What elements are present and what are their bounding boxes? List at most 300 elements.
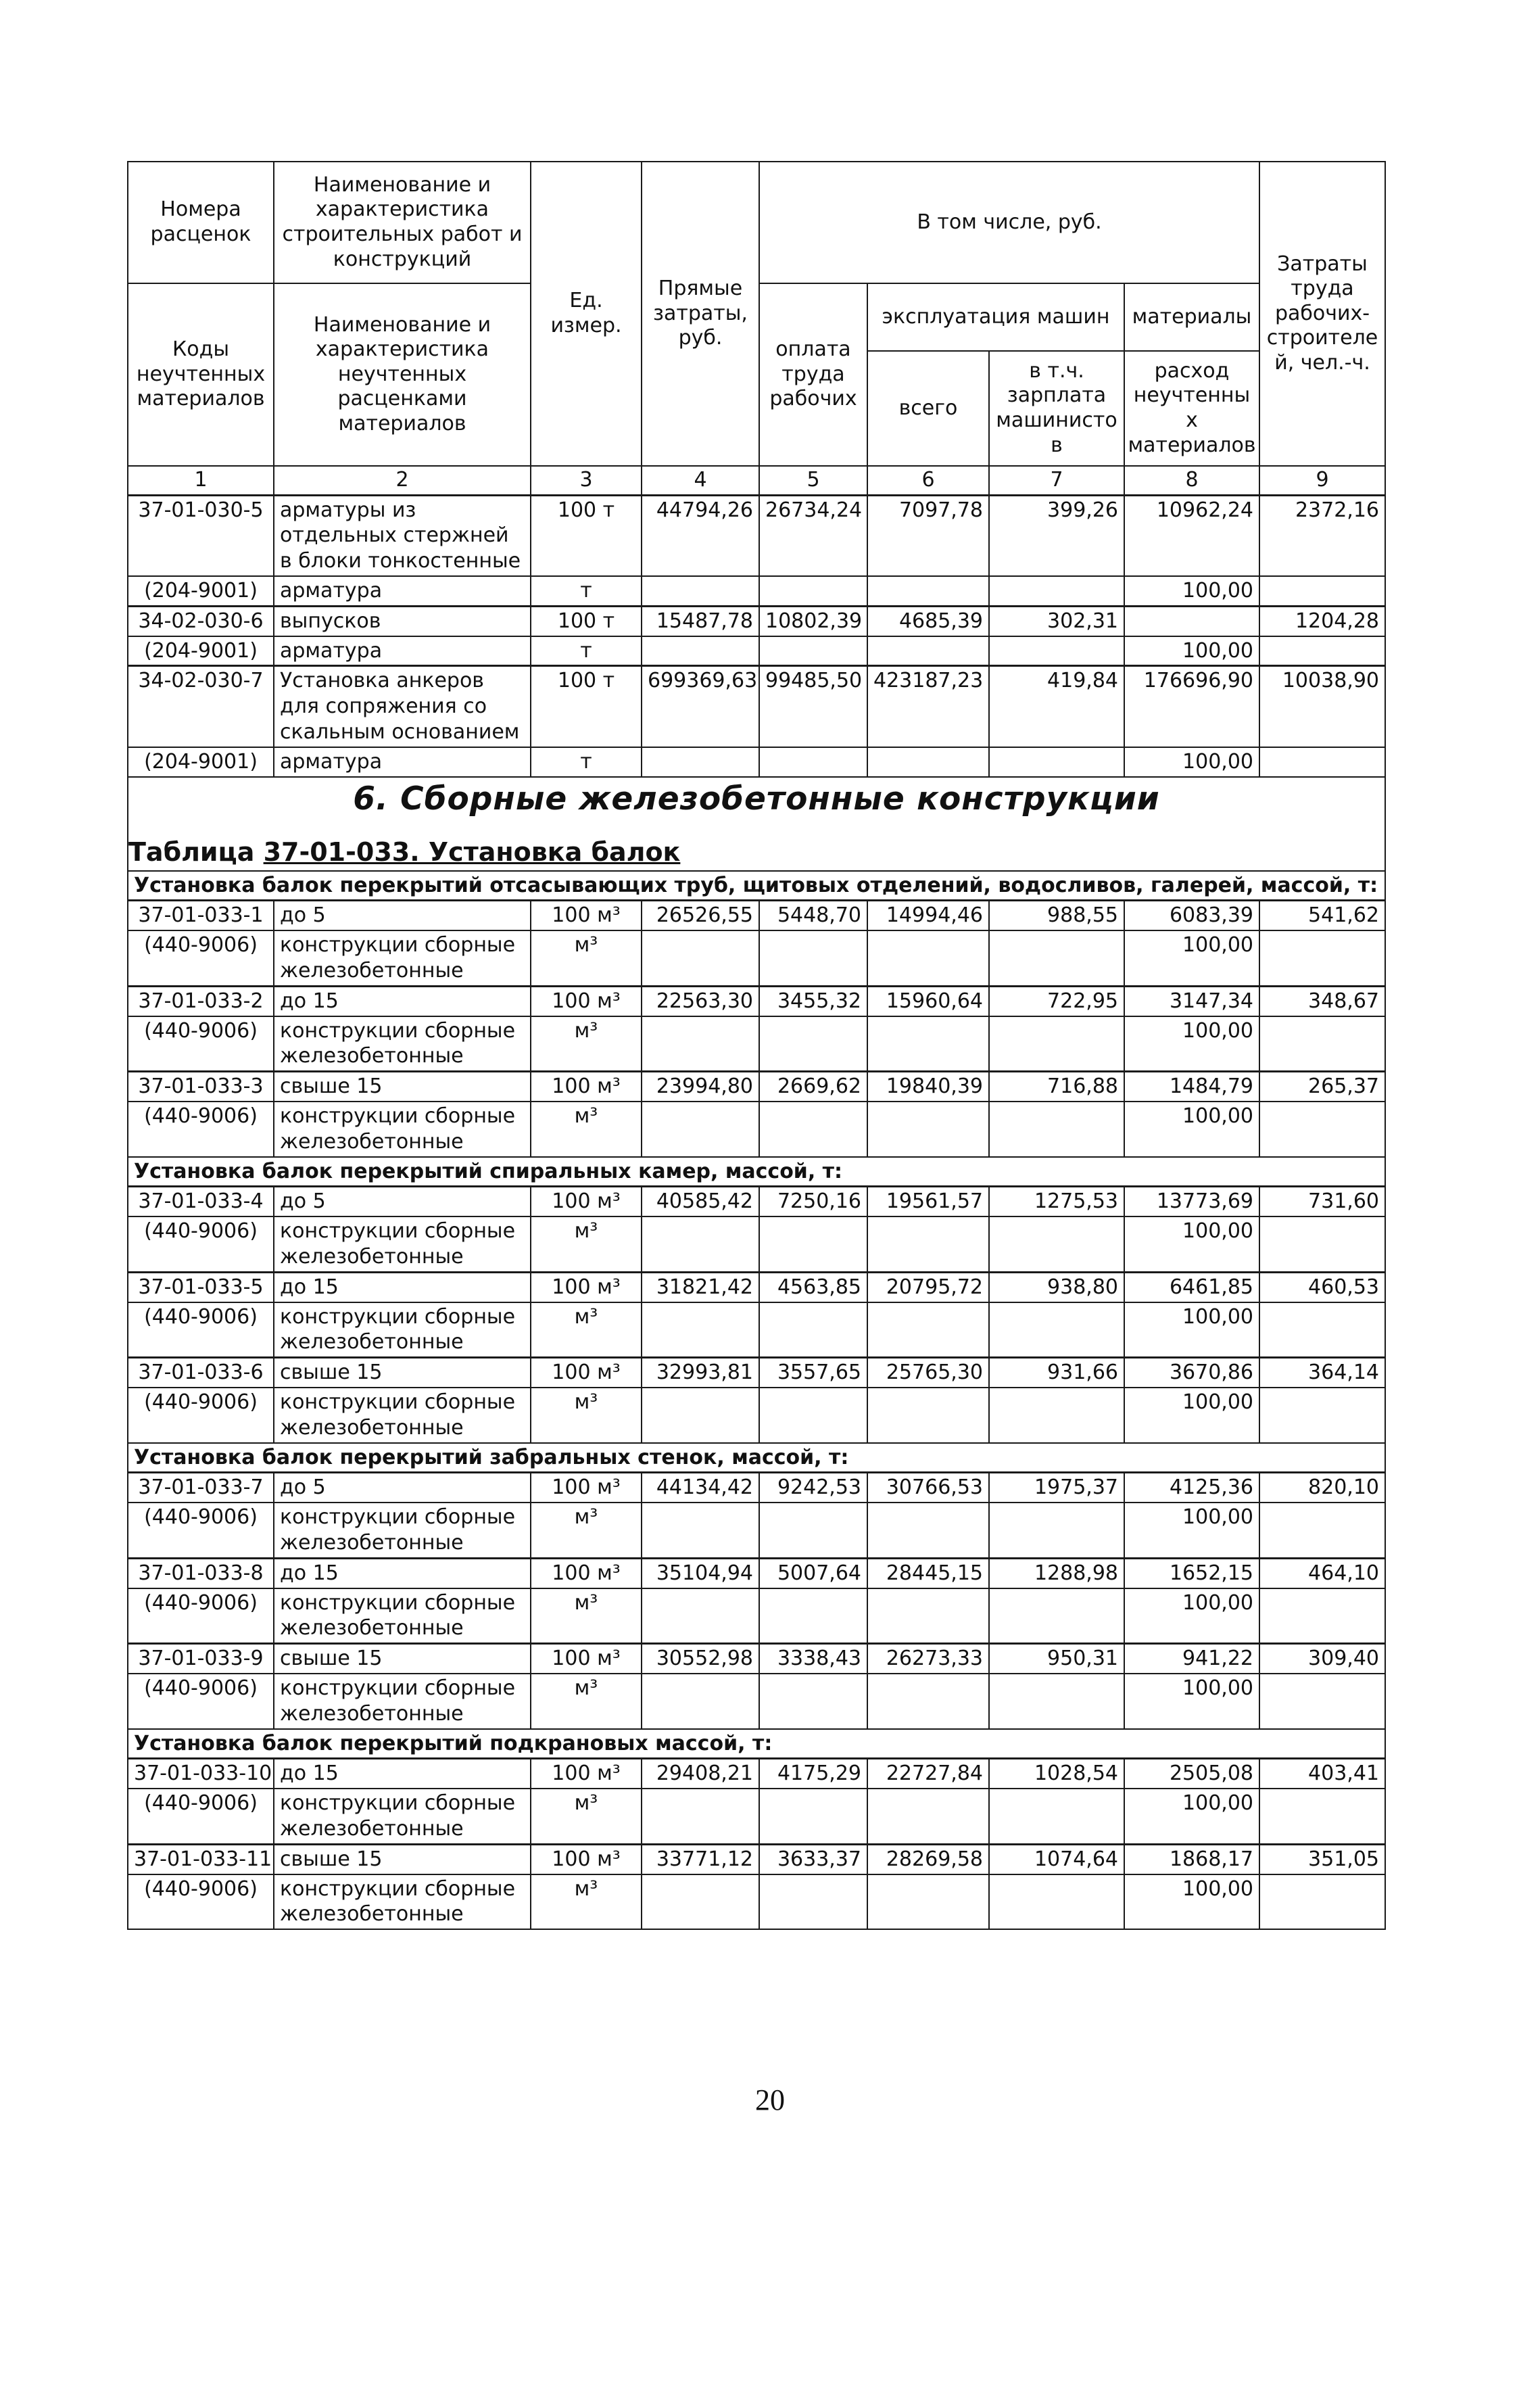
- material-unit: т: [531, 636, 642, 666]
- empty-cell: [759, 1588, 867, 1644]
- material-unit: м³: [531, 1302, 642, 1358]
- group-title: Установка балок перекрытий подкрановых массой, т:: [128, 1729, 1385, 1759]
- machines-total: 423187,23: [867, 666, 989, 747]
- empty-cell: [867, 1789, 989, 1844]
- rate-row: [128, 606, 1385, 636]
- rate-row: [128, 1272, 1385, 1302]
- material-unit: т: [531, 576, 642, 606]
- material-name: арматура: [274, 747, 531, 777]
- rate-row: [128, 1473, 1385, 1503]
- machinists-pay: 1275,53: [989, 1187, 1124, 1216]
- group-title: Установка балок перекрытий забральных стенок, массой, т:: [128, 1443, 1385, 1473]
- machines-total: 20795,72: [867, 1272, 989, 1302]
- material-name: конструкции сборные железобетонные: [274, 1102, 531, 1157]
- empty-cell: [1259, 1302, 1385, 1358]
- material-code: (440-9006): [128, 1874, 274, 1930]
- material-qty: 100,00: [1124, 1302, 1259, 1358]
- rate-code: 37-01-033-6: [128, 1358, 274, 1388]
- material-name: арматура: [274, 636, 531, 666]
- table-title-prefix: Таблица: [128, 836, 264, 867]
- material-row: [128, 747, 1385, 777]
- material-qty: 100,00: [1124, 1216, 1259, 1272]
- machinists-pay: 988,55: [989, 901, 1124, 930]
- rate-row: [128, 1187, 1385, 1216]
- material-unit: м³: [531, 1016, 642, 1072]
- material-qty: 100,00: [1124, 636, 1259, 666]
- rate-code: 37-01-033-8: [128, 1558, 274, 1588]
- material-unit: м³: [531, 1216, 642, 1272]
- material-qty: 100,00: [1124, 747, 1259, 777]
- material-unit: т: [531, 747, 642, 777]
- group-heading-row: [128, 1443, 1385, 1473]
- empty-cell: [867, 747, 989, 777]
- empty-cell: [759, 1874, 867, 1930]
- labor-hours: 265,37: [1259, 1072, 1385, 1102]
- material-code: (440-9006): [128, 1503, 274, 1558]
- material-name: конструкции сборные железобетонные: [274, 1789, 531, 1844]
- labor-hours: 351,05: [1259, 1844, 1385, 1874]
- header-machine-operation: эксплуатация машин: [867, 283, 1124, 351]
- material-code: (440-9006): [128, 1302, 274, 1358]
- materials-cost: 3147,34: [1124, 986, 1259, 1016]
- labor-hours: 541,62: [1259, 901, 1385, 930]
- rate-code: 37-01-033-9: [128, 1644, 274, 1674]
- materials-cost: 3670,86: [1124, 1358, 1259, 1388]
- unit: 100 т: [531, 666, 642, 747]
- machinists-pay: 938,80: [989, 1272, 1124, 1302]
- empty-cell: [867, 930, 989, 986]
- machinists-pay: 419,84: [989, 666, 1124, 747]
- work-name: арматуры из отдельных стержней в блоки тонкостенные: [274, 495, 531, 576]
- empty-cell: [759, 1016, 867, 1072]
- header-materials: материалы: [1124, 283, 1259, 351]
- work-name: до 5: [274, 1473, 531, 1503]
- empty-cell: [989, 636, 1124, 666]
- material-unit: м³: [531, 1674, 642, 1729]
- labor-hours: 309,40: [1259, 1644, 1385, 1674]
- unit: 100 м³: [531, 1187, 642, 1216]
- machinists-pay: 1975,37: [989, 1473, 1124, 1503]
- table-title-text: 37-01-033. Установка балок: [263, 836, 681, 867]
- rate-code: 37-01-033-2: [128, 986, 274, 1016]
- empty-cell: [989, 1302, 1124, 1358]
- empty-cell: [1259, 1789, 1385, 1844]
- column-number: 3: [531, 466, 642, 495]
- column-number: 2: [274, 466, 531, 495]
- material-row: [128, 1216, 1385, 1272]
- unit: 100 т: [531, 495, 642, 576]
- work-name: до 15: [274, 1272, 531, 1302]
- materials-cost: 1484,79: [1124, 1072, 1259, 1102]
- material-code: (440-9006): [128, 1388, 274, 1443]
- document: [127, 161, 1385, 1930]
- empty-cell: [759, 1789, 867, 1844]
- empty-cell: [759, 747, 867, 777]
- unit: 100 м³: [531, 1644, 642, 1674]
- machinists-pay: 950,31: [989, 1644, 1124, 1674]
- material-row: [128, 576, 1385, 606]
- machines-total: 4685,39: [867, 606, 989, 636]
- table-title: [128, 836, 1379, 869]
- material-row: [128, 1874, 1385, 1930]
- materials-cost: 176696,90: [1124, 666, 1259, 747]
- empty-cell: [989, 1102, 1124, 1157]
- empty-cell: [989, 1588, 1124, 1644]
- empty-cell: [867, 1674, 989, 1729]
- materials-cost: 6083,39: [1124, 901, 1259, 930]
- machines-total: 22727,84: [867, 1759, 989, 1789]
- machines-total: 19561,57: [867, 1187, 989, 1216]
- group-heading-row: [128, 1157, 1385, 1187]
- material-unit: м³: [531, 1588, 642, 1644]
- material-name: конструкции сборные железобетонные: [274, 1216, 531, 1272]
- top-rows: [128, 495, 1385, 776]
- material-unit: м³: [531, 1789, 642, 1844]
- labor-pay: 10802,39: [759, 606, 867, 636]
- materials-cost: 1868,17: [1124, 1844, 1259, 1874]
- machinists-pay: 399,26: [989, 495, 1124, 576]
- material-row: [128, 1674, 1385, 1729]
- empty-cell: [759, 1216, 867, 1272]
- empty-cell: [989, 1874, 1124, 1930]
- section-heading: [128, 777, 1385, 871]
- material-name: конструкции сборные железобетонные: [274, 1588, 531, 1644]
- empty-cell: [642, 1588, 759, 1644]
- material-unit: м³: [531, 1503, 642, 1558]
- empty-cell: [989, 1016, 1124, 1072]
- empty-cell: [1259, 1588, 1385, 1644]
- header-unaccounted-materials: расход неучтенных материалов: [1124, 351, 1259, 466]
- unit: 100 м³: [531, 1072, 642, 1102]
- unit: 100 м³: [531, 986, 642, 1016]
- empty-cell: [989, 1789, 1124, 1844]
- work-name: до 5: [274, 1187, 531, 1216]
- empty-cell: [867, 1874, 989, 1930]
- labor-pay: 2669,62: [759, 1072, 867, 1102]
- direct-costs: 44794,26: [642, 495, 759, 576]
- labor-pay: 3338,43: [759, 1644, 867, 1674]
- rate-row: [128, 1644, 1385, 1674]
- material-row: [128, 1789, 1385, 1844]
- material-name: конструкции сборные железобетонные: [274, 1016, 531, 1072]
- material-qty: 100,00: [1124, 1874, 1259, 1930]
- material-qty: 100,00: [1124, 576, 1259, 606]
- machinists-pay: 1288,98: [989, 1558, 1124, 1588]
- material-qty: 100,00: [1124, 1588, 1259, 1644]
- materials-cost: 941,22: [1124, 1644, 1259, 1674]
- unit: 100 м³: [531, 1844, 642, 1874]
- work-name: до 15: [274, 1558, 531, 1588]
- empty-cell: [1259, 1102, 1385, 1157]
- direct-costs: 33771,12: [642, 1844, 759, 1874]
- material-row: [128, 930, 1385, 986]
- material-row: [128, 1016, 1385, 1072]
- work-name: выпусков: [274, 606, 531, 636]
- labor-pay: 3455,32: [759, 986, 867, 1016]
- labor-hours: 820,10: [1259, 1473, 1385, 1503]
- material-name: конструкции сборные железобетонные: [274, 1874, 531, 1930]
- empty-cell: [989, 747, 1124, 777]
- machines-total: 28445,15: [867, 1558, 989, 1588]
- empty-cell: [759, 636, 867, 666]
- material-code: (440-9006): [128, 1789, 274, 1844]
- empty-cell: [989, 1674, 1124, 1729]
- rate-code: 37-01-033-1: [128, 901, 274, 930]
- column-number: 7: [989, 466, 1124, 495]
- material-code: (440-9006): [128, 1588, 274, 1644]
- labor-hours: 348,67: [1259, 986, 1385, 1016]
- labor-hours: 464,10: [1259, 1558, 1385, 1588]
- rate-code: 37-01-033-3: [128, 1072, 274, 1102]
- empty-cell: [642, 1302, 759, 1358]
- material-unit: м³: [531, 1102, 642, 1157]
- empty-cell: [642, 1016, 759, 1072]
- empty-cell: [867, 576, 989, 606]
- column-numbers-row: [128, 466, 1385, 495]
- empty-cell: [759, 1302, 867, 1358]
- rate-code: 37-01-033-11: [128, 1844, 274, 1874]
- labor-hours: 403,41: [1259, 1759, 1385, 1789]
- empty-cell: [642, 747, 759, 777]
- rate-code: 37-01-030-5: [128, 495, 274, 576]
- materials-cost: 13773,69: [1124, 1187, 1259, 1216]
- header-rate-numbers: Номера расценок: [128, 162, 274, 283]
- direct-costs: 31821,42: [642, 1272, 759, 1302]
- empty-cell: [867, 1016, 989, 1072]
- labor-hours: 10038,90: [1259, 666, 1385, 747]
- work-name: до 15: [274, 986, 531, 1016]
- material-code: (440-9006): [128, 1674, 274, 1729]
- materials-cost: 4125,36: [1124, 1473, 1259, 1503]
- empty-cell: [989, 1503, 1124, 1558]
- labor-hours: 2372,16: [1259, 495, 1385, 576]
- rate-groups: [128, 871, 1385, 1929]
- material-row: [128, 1503, 1385, 1558]
- direct-costs: 699369,63: [642, 666, 759, 747]
- empty-cell: [642, 1674, 759, 1729]
- material-unit: м³: [531, 1388, 642, 1443]
- empty-cell: [759, 930, 867, 986]
- material-name: арматура: [274, 576, 531, 606]
- machines-total: 15960,64: [867, 986, 989, 1016]
- empty-cell: [867, 636, 989, 666]
- labor-pay: 3557,65: [759, 1358, 867, 1388]
- materials-cost: 2505,08: [1124, 1759, 1259, 1789]
- work-name: до 5: [274, 901, 531, 930]
- column-number: 6: [867, 466, 989, 495]
- column-number: 8: [1124, 466, 1259, 495]
- empty-cell: [867, 1216, 989, 1272]
- material-row: [128, 1102, 1385, 1157]
- work-name: свыше 15: [274, 1358, 531, 1388]
- empty-cell: [867, 1388, 989, 1443]
- rate-code: 34-02-030-7: [128, 666, 274, 747]
- empty-cell: [1259, 1216, 1385, 1272]
- labor-pay: 9242,53: [759, 1473, 867, 1503]
- rate-code: 37-01-033-4: [128, 1187, 274, 1216]
- material-code: (440-9006): [128, 1016, 274, 1072]
- empty-cell: [642, 1102, 759, 1157]
- material-name: конструкции сборные железобетонные: [274, 1388, 531, 1443]
- machinists-pay: 302,31: [989, 606, 1124, 636]
- material-qty: 100,00: [1124, 1503, 1259, 1558]
- materials-cost: 1652,15: [1124, 1558, 1259, 1588]
- rate-row: [128, 1358, 1385, 1388]
- labor-pay: 7250,16: [759, 1187, 867, 1216]
- empty-cell: [1259, 636, 1385, 666]
- material-qty: 100,00: [1124, 1102, 1259, 1157]
- material-qty: 100,00: [1124, 930, 1259, 986]
- empty-cell: [867, 1102, 989, 1157]
- empty-cell: [642, 1503, 759, 1558]
- machines-total: 30766,53: [867, 1473, 989, 1503]
- empty-cell: [989, 930, 1124, 986]
- machines-total: 26273,33: [867, 1644, 989, 1674]
- machinists-pay: 716,88: [989, 1072, 1124, 1102]
- direct-costs: 26526,55: [642, 901, 759, 930]
- material-name: конструкции сборные железобетонные: [274, 1503, 531, 1558]
- header-material-name: Наименование и характеристика неучтенных расценками материалов: [274, 283, 531, 466]
- empty-cell: [759, 1674, 867, 1729]
- unit: 100 т: [531, 606, 642, 636]
- empty-cell: [759, 1388, 867, 1443]
- material-row: [128, 1388, 1385, 1443]
- machines-total: 19840,39: [867, 1072, 989, 1102]
- material-row: [128, 1588, 1385, 1644]
- empty-cell: [642, 1789, 759, 1844]
- header-work-name: Наименование и характеристика строительных работ и конструкций: [274, 162, 531, 283]
- empty-cell: [1259, 1874, 1385, 1930]
- material-unit: м³: [531, 930, 642, 986]
- material-row: [128, 636, 1385, 666]
- material-qty: 100,00: [1124, 1388, 1259, 1443]
- direct-costs: 32993,81: [642, 1358, 759, 1388]
- labor-pay: 4563,85: [759, 1272, 867, 1302]
- material-unit: м³: [531, 1874, 642, 1930]
- material-name: конструкции сборные железобетонные: [274, 1302, 531, 1358]
- empty-cell: [1259, 930, 1385, 986]
- material-code: (204-9001): [128, 636, 274, 666]
- labor-pay: 5007,64: [759, 1558, 867, 1588]
- section-title: 6. Сборные железобетонные конструкции: [353, 780, 1160, 818]
- direct-costs: 29408,21: [642, 1759, 759, 1789]
- direct-costs: 15487,78: [642, 606, 759, 636]
- unit: 100 м³: [531, 1759, 642, 1789]
- direct-costs: 30552,98: [642, 1644, 759, 1674]
- machinists-pay: 1074,64: [989, 1844, 1124, 1874]
- labor-hours: 731,60: [1259, 1187, 1385, 1216]
- rate-row: [128, 1558, 1385, 1588]
- header-machines-total: всего: [867, 351, 989, 466]
- rate-row: [128, 1759, 1385, 1789]
- empty-cell: [759, 576, 867, 606]
- rate-row: [128, 495, 1385, 576]
- work-name: до 15: [274, 1759, 531, 1789]
- rate-code: 37-01-033-7: [128, 1473, 274, 1503]
- work-name: Установка анкеров для сопряжения со скальным основанием: [274, 666, 531, 747]
- column-number: 5: [759, 466, 867, 495]
- material-name: конструкции сборные железобетонные: [274, 1674, 531, 1729]
- empty-cell: [642, 930, 759, 986]
- materials-cost: 6461,85: [1124, 1272, 1259, 1302]
- materials-cost: 10962,24: [1124, 495, 1259, 576]
- group-heading-row: [128, 871, 1385, 901]
- unit: 100 м³: [531, 1272, 642, 1302]
- labor-pay: 99485,50: [759, 666, 867, 747]
- rate-row: [128, 901, 1385, 930]
- machinists-pay: 722,95: [989, 986, 1124, 1016]
- column-number: 4: [642, 466, 759, 495]
- empty-cell: [759, 1102, 867, 1157]
- rate-code: 34-02-030-6: [128, 606, 274, 636]
- group-title: Установка балок перекрытий спиральных камер, массой, т:: [128, 1157, 1385, 1187]
- labor-hours: 460,53: [1259, 1272, 1385, 1302]
- unit: 100 м³: [531, 901, 642, 930]
- rates-table: [127, 161, 1386, 1930]
- labor-hours: 1204,28: [1259, 606, 1385, 636]
- header-direct-costs: Прямые затраты, руб.: [642, 162, 759, 466]
- material-qty: 100,00: [1124, 1789, 1259, 1844]
- header-labor-pay: оплата труда рабочих: [759, 283, 867, 466]
- material-qty: 100,00: [1124, 1016, 1259, 1072]
- direct-costs: 44134,42: [642, 1473, 759, 1503]
- header-material-codes: Коды неучтенных материалов: [128, 283, 274, 466]
- material-code: (440-9006): [128, 1216, 274, 1272]
- machinists-pay: 1028,54: [989, 1759, 1124, 1789]
- rate-row: [128, 1072, 1385, 1102]
- labor-pay: 4175,29: [759, 1759, 867, 1789]
- material-row: [128, 1302, 1385, 1358]
- materials-cost: [1124, 606, 1259, 636]
- labor-pay: 5448,70: [759, 901, 867, 930]
- empty-cell: [642, 636, 759, 666]
- empty-cell: [642, 1216, 759, 1272]
- material-code: (440-9006): [128, 930, 274, 986]
- header-unit: Ед. измер.: [531, 162, 642, 466]
- unit: 100 м³: [531, 1473, 642, 1503]
- work-name: свыше 15: [274, 1644, 531, 1674]
- unit: 100 м³: [531, 1358, 642, 1388]
- empty-cell: [642, 576, 759, 606]
- header-labor-hours: Затраты труда рабочих-строителей, чел.-ч.: [1259, 162, 1385, 466]
- rate-code: 37-01-033-10: [128, 1759, 274, 1789]
- empty-cell: [759, 1503, 867, 1558]
- direct-costs: 40585,42: [642, 1187, 759, 1216]
- empty-cell: [867, 1588, 989, 1644]
- rate-code: 37-01-033-5: [128, 1272, 274, 1302]
- machinists-pay: 931,66: [989, 1358, 1124, 1388]
- labor-pay: 3633,37: [759, 1844, 867, 1874]
- column-number: 9: [1259, 466, 1385, 495]
- rate-row: [128, 1844, 1385, 1874]
- empty-cell: [989, 1216, 1124, 1272]
- rate-row: [128, 986, 1385, 1016]
- material-qty: 100,00: [1124, 1674, 1259, 1729]
- machines-total: 28269,58: [867, 1844, 989, 1874]
- column-number: 1: [128, 466, 274, 495]
- machines-total: 25765,30: [867, 1358, 989, 1388]
- material-code: (204-9001): [128, 576, 274, 606]
- material-code: (440-9006): [128, 1102, 274, 1157]
- unit: 100 м³: [531, 1558, 642, 1588]
- table-header: [128, 162, 1385, 495]
- group-title: Установка балок перекрытий отсасывающих труб, щитовых отделений, водосливов, галерей, массой, т:: [128, 871, 1385, 901]
- empty-cell: [1259, 1503, 1385, 1558]
- material-name: конструкции сборные железобетонные: [274, 930, 531, 986]
- labor-pay: 26734,24: [759, 495, 867, 576]
- rate-row: [128, 666, 1385, 747]
- empty-cell: [1259, 576, 1385, 606]
